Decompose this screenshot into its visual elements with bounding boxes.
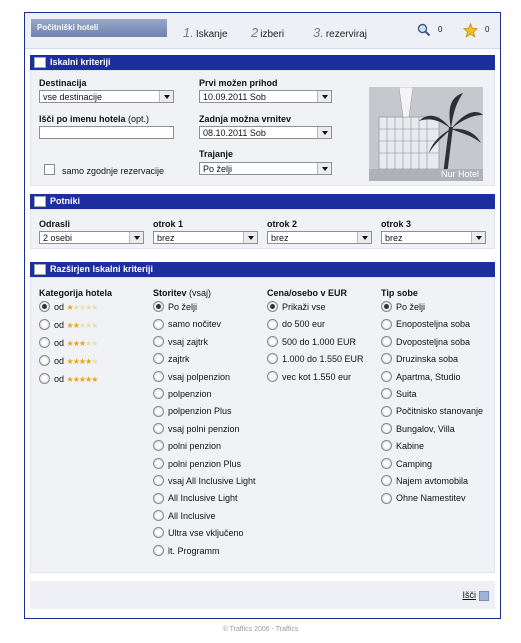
criteria-header (30, 55, 495, 70)
price-option[interactable] (267, 354, 364, 368)
destination-label: Destinacija (39, 78, 87, 88)
arrival-date-select[interactable] (199, 90, 332, 103)
step-label: rezerviraj (325, 29, 367, 40)
child1-label: otrok 1 (153, 219, 184, 229)
radio-button[interactable] (381, 388, 392, 399)
favorites-counter: 0 (485, 25, 490, 34)
star-rating-icon: ★★★★★ (66, 375, 98, 384)
radio-button[interactable] (381, 440, 392, 451)
price-option[interactable] (267, 302, 326, 316)
search-counter: 0 (438, 25, 443, 34)
travellers-panel (30, 209, 495, 249)
radio-button[interactable] (153, 475, 164, 486)
radio-button[interactable] (39, 355, 50, 366)
board-option-label: All Inclusive Light (168, 493, 238, 504)
radio-button[interactable] (153, 388, 164, 399)
child2-value: brez (271, 233, 289, 243)
return-date-select[interactable] (199, 126, 332, 139)
duration-select[interactable] (199, 162, 332, 175)
step-choose[interactable] (251, 25, 284, 40)
search-button[interactable] (463, 590, 490, 601)
star-rating-icon: ★★★★★ (66, 339, 98, 348)
radio-button[interactable] (267, 319, 278, 330)
destination-value: vse destinacije (43, 92, 103, 102)
duration-value: Po želji (203, 164, 233, 174)
price-option-label: Prikaži vse (282, 302, 326, 312)
board-option-label: polpenzion Plus (168, 406, 232, 417)
board-option[interactable] (153, 441, 221, 455)
board-header-note: (vsaj) (189, 288, 212, 298)
extended-header (30, 262, 495, 277)
category-option-label: od (54, 320, 67, 330)
child1-select[interactable] (153, 231, 258, 244)
radio-button[interactable] (153, 319, 164, 330)
radio-button[interactable] (267, 336, 278, 347)
radio-button[interactable] (153, 527, 164, 538)
board-option[interactable] (153, 476, 256, 490)
category-option[interactable] (39, 374, 97, 388)
radio-button[interactable] (381, 458, 392, 469)
board-option[interactable] (153, 354, 190, 368)
room-option-label: Bungalov, Villa (396, 423, 455, 434)
hotel-image-caption: Nur Hotel (440, 169, 479, 179)
extended-title: Razširjen Iskalni kriteriji (50, 264, 154, 274)
price-option-label: vec kot 1.550 eur (282, 371, 352, 382)
room-option-label: Dvoposteljna soba (396, 336, 471, 347)
early-booking-checkbox[interactable] (44, 164, 55, 175)
extended-panel (30, 277, 495, 573)
radio-button[interactable] (381, 319, 392, 330)
arrival-value: 10.09.2011 Sob (203, 92, 266, 102)
step-number: 2 (251, 25, 259, 40)
radio-button[interactable] (153, 510, 164, 521)
extended-icon (34, 264, 46, 275)
radio-button[interactable] (381, 423, 392, 434)
room-option[interactable] (381, 354, 458, 368)
board-option-label: Ultra vse vključeno (168, 528, 244, 539)
category-option[interactable] (39, 356, 97, 370)
board-option[interactable] (153, 459, 241, 473)
travellers-header (30, 194, 495, 209)
hotel-name-optional: (opt.) (128, 114, 150, 124)
radio-button[interactable] (381, 336, 392, 347)
category-option-label: od (54, 338, 67, 348)
category-option-label: od (54, 356, 67, 366)
board-option[interactable] (153, 546, 220, 560)
return-label: Zadnja možna vrnitev (199, 114, 292, 124)
adults-value: 2 osebi (43, 233, 73, 243)
search-button-label: Išči (462, 590, 476, 600)
board-option-label: zajtrk (168, 354, 190, 365)
board-option-label: vsaj zajtrk (168, 336, 209, 347)
radio-button[interactable] (153, 458, 164, 469)
board-option-label: All Inclusive (168, 510, 216, 521)
footer-panel (30, 581, 495, 609)
price-option-label: 1.000 do 1.550 EUR (282, 354, 364, 365)
room-option[interactable] (381, 337, 470, 351)
hotel-image (369, 87, 483, 181)
adults-select[interactable] (39, 231, 144, 244)
star-rating-icon: ★★★★★ (66, 357, 98, 366)
chevron-down-icon (317, 127, 331, 138)
radio-button[interactable] (381, 475, 392, 486)
radio-button[interactable] (267, 301, 278, 312)
step-search[interactable] (183, 25, 228, 40)
board-option[interactable] (153, 511, 216, 525)
board-option[interactable] (153, 389, 212, 403)
destination-select[interactable] (39, 90, 174, 103)
room-option[interactable] (381, 476, 468, 490)
room-option-label: Najem avtomobila (396, 476, 469, 486)
step-number: 1. (183, 25, 194, 40)
category-option-label: od (54, 374, 67, 384)
board-option[interactable] (153, 493, 238, 507)
chevron-down-icon (317, 91, 331, 102)
duration-label: Trajanje (199, 149, 234, 159)
board-option-label: Po želji (168, 302, 198, 312)
child3-value: brez (385, 233, 403, 243)
board-option-label: lt. Programm (168, 545, 220, 556)
room-option[interactable] (381, 424, 455, 438)
child3-select[interactable] (381, 231, 486, 244)
radio-button[interactable] (153, 493, 164, 504)
radio-button[interactable] (153, 423, 164, 434)
board-option[interactable] (153, 337, 208, 351)
price-header: Cena/osebo v EUR (267, 288, 348, 298)
room-option-label: Po želji (396, 302, 426, 312)
radio-button[interactable] (381, 493, 392, 504)
room-option-label: Enoposteljna soba (396, 319, 471, 330)
radio-button[interactable] (381, 371, 392, 382)
chevron-down-icon (317, 163, 331, 174)
return-value: 08.10.2011 Sob (203, 128, 266, 138)
chevron-down-icon (471, 232, 485, 243)
board-option-label: samo nočitev (168, 319, 222, 330)
radio-button[interactable] (153, 301, 164, 312)
board-header (153, 288, 211, 298)
child2-label: otrok 2 (267, 219, 298, 229)
early-booking-label: samo zgodnje rezervacije (62, 166, 165, 176)
price-option[interactable] (267, 372, 351, 386)
hotel-name-input[interactable] (39, 126, 174, 139)
board-option-label: polpenzion (168, 389, 212, 399)
radio-button[interactable] (153, 353, 164, 364)
brand-tab: Počitniški hoteli (31, 19, 167, 37)
search-icon[interactable] (417, 23, 431, 39)
room-option[interactable] (381, 459, 432, 473)
price-option-label: 500 do 1.000 EUR (282, 336, 357, 347)
chevron-down-icon (159, 91, 173, 102)
board-option-label: vsaj All Inclusive Light (168, 476, 256, 486)
category-option[interactable] (39, 338, 97, 352)
radio-button[interactable] (381, 353, 392, 364)
board-option[interactable] (153, 302, 197, 316)
radio-button[interactable] (267, 371, 278, 382)
board-option-label: polni penzion Plus (168, 458, 242, 469)
adults-label: Odrasli (39, 219, 71, 229)
board-option[interactable] (153, 528, 244, 542)
category-option[interactable] (39, 302, 97, 316)
chevron-down-icon (129, 232, 143, 243)
board-header-text: Storitev (153, 288, 187, 298)
child1-value: brez (157, 233, 175, 243)
star-rating-icon: ★★★★★ (66, 303, 98, 312)
radio-button[interactable] (267, 353, 278, 364)
main-frame (24, 12, 501, 619)
room-option[interactable] (381, 319, 470, 333)
search-arrow-icon (479, 591, 489, 601)
price-option[interactable] (267, 337, 356, 351)
board-option-label: vsaj polpenzion (168, 371, 231, 382)
radio-button[interactable] (39, 373, 50, 384)
radio-button[interactable] (153, 336, 164, 347)
child3-label: otrok 3 (381, 219, 412, 229)
travellers-icon (34, 196, 46, 207)
star-rating-icon: ★★★★★ (66, 321, 98, 330)
category-option-label: od (54, 302, 67, 312)
step-label: Iskanje (195, 29, 228, 40)
chevron-down-icon (357, 232, 371, 243)
radio-button[interactable] (39, 319, 50, 330)
price-option-label: do 500 eur (282, 319, 326, 330)
criteria-icon (34, 57, 46, 68)
room-option-label: Camping (396, 458, 433, 469)
hotel-name-label (39, 114, 149, 124)
price-option[interactable] (267, 319, 325, 333)
radio-button[interactable] (39, 337, 50, 348)
radio-button[interactable] (39, 301, 50, 312)
step-book[interactable] (313, 25, 367, 40)
chevron-down-icon (243, 232, 257, 243)
child2-select[interactable] (267, 231, 372, 244)
radio-button[interactable] (153, 440, 164, 451)
radio-button[interactable] (381, 301, 392, 312)
criteria-title: Iskalni kriteriji (50, 57, 111, 67)
radio-button[interactable] (153, 545, 164, 556)
room-option-label: Apartma, Studio (396, 371, 461, 382)
copyright: © Traffics 2006 - Traffics (222, 626, 299, 633)
radio-button[interactable] (153, 406, 164, 417)
arrival-label: Prvi možen prihod (199, 78, 278, 88)
step-number: 3. (313, 25, 324, 40)
room-option[interactable] (381, 441, 424, 455)
board-option-label: polni penzion (168, 441, 222, 452)
board-option[interactable] (153, 424, 240, 438)
top-bar (25, 13, 500, 49)
criteria-panel (30, 70, 495, 186)
board-option[interactable] (153, 372, 230, 386)
room-option-label: Ohne Namestitev (396, 493, 466, 504)
board-option-label: vsaj polni penzion (168, 423, 240, 434)
star-icon[interactable] (463, 23, 478, 40)
travellers-title: Potniki (50, 196, 81, 206)
category-header: Kategorija hotela (39, 288, 113, 298)
step-label: izberi (260, 29, 285, 40)
room-option-label: Počitnisko stanovanje (396, 406, 484, 417)
category-option[interactable] (39, 320, 97, 334)
room-option-label: Druzinska soba (396, 354, 459, 365)
radio-button[interactable] (381, 406, 392, 417)
room-option-label: Kabine (396, 441, 425, 452)
room-option[interactable] (381, 406, 483, 420)
room-option-label: Suita (396, 389, 417, 399)
room-option[interactable] (381, 372, 461, 386)
room-option[interactable] (381, 302, 425, 316)
hotel-name-label-text: Išči po imenu hotela (39, 114, 126, 124)
room-option[interactable] (381, 493, 466, 507)
room-option[interactable] (381, 389, 417, 403)
board-option[interactable] (153, 319, 221, 333)
board-option[interactable] (153, 406, 232, 420)
radio-button[interactable] (153, 371, 164, 382)
room-header: Tip sobe (381, 288, 418, 298)
